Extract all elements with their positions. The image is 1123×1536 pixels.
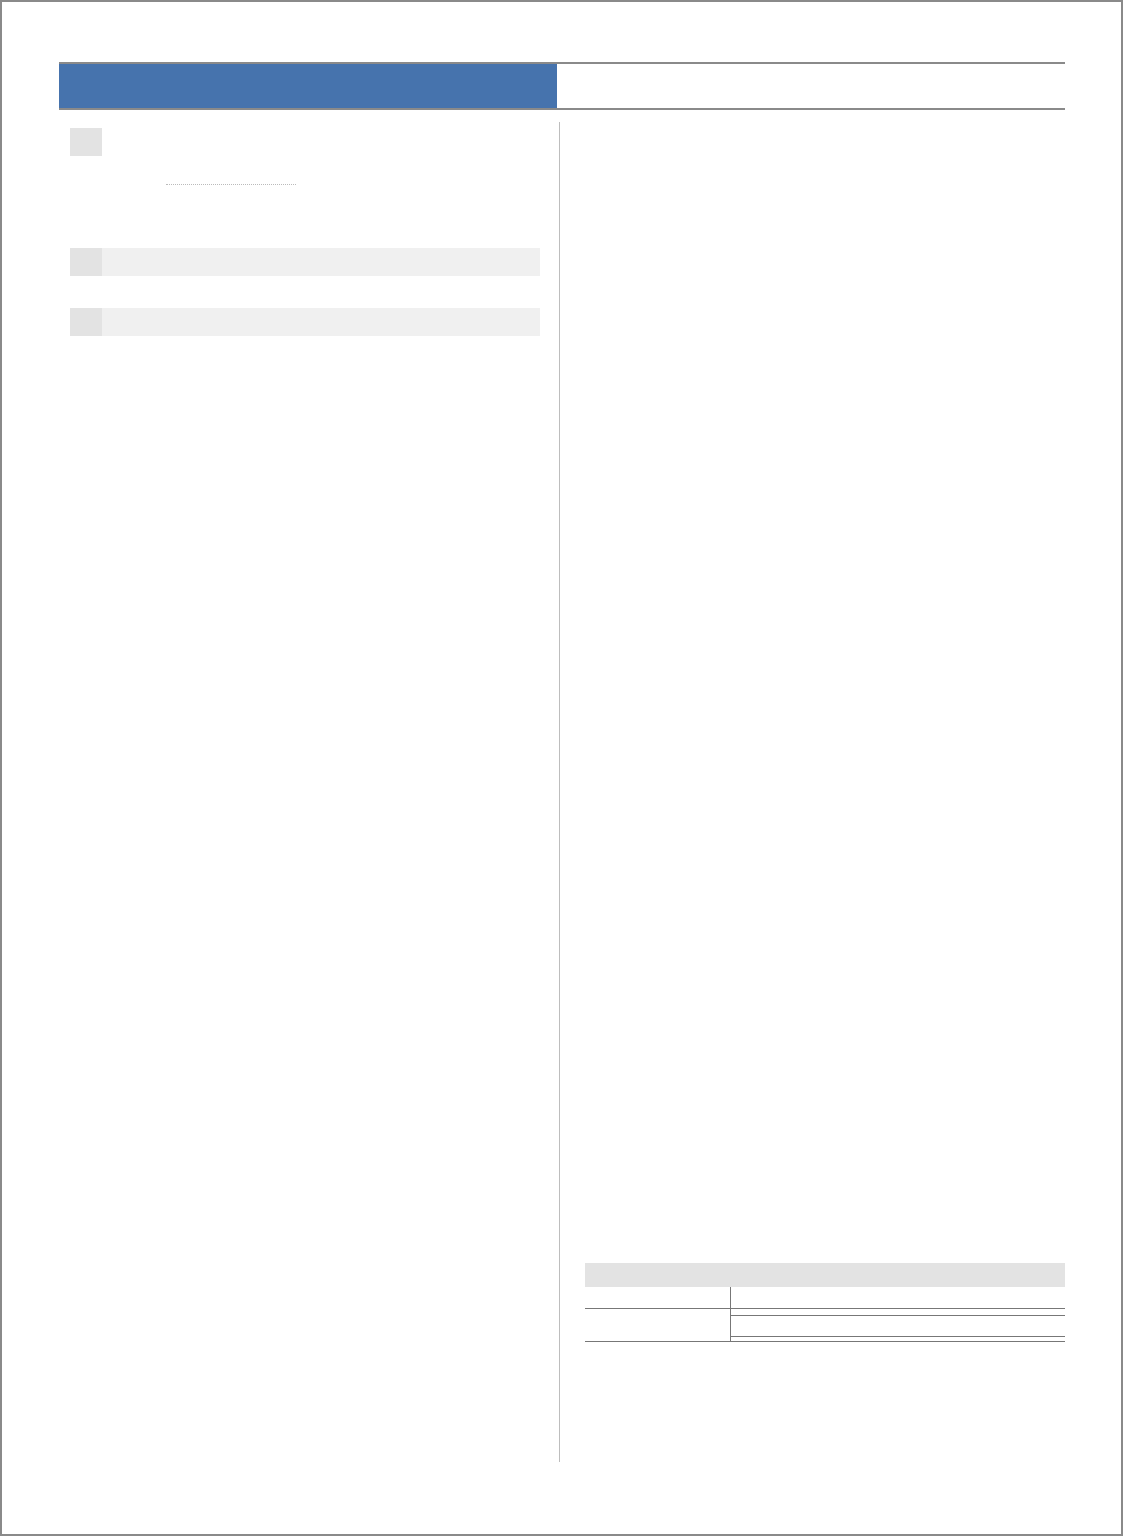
- guide-header: [731, 1315, 1065, 1337]
- next-week-duty-table: [585, 1263, 1065, 1342]
- guide-value: [731, 1337, 1065, 1341]
- tagline: [557, 64, 1065, 108]
- duty-grid: [585, 1287, 1065, 1342]
- column-divider: [559, 122, 560, 1462]
- offering-header: [731, 1287, 1065, 1309]
- wednesday-service-header: [70, 308, 540, 336]
- worship-order-column: [70, 128, 540, 344]
- offering-column: [731, 1287, 1065, 1341]
- benediction-by-row: [70, 170, 540, 198]
- prayer-column: [585, 1287, 731, 1341]
- sunday-service-header: [70, 128, 540, 156]
- section-title: [70, 128, 102, 156]
- church-news-column: [585, 128, 1065, 270]
- section-title: [70, 248, 102, 276]
- prayer-list: [585, 1309, 730, 1315]
- evening-service-header: [70, 248, 540, 276]
- motto: [59, 64, 557, 108]
- section-title: [70, 308, 102, 336]
- prayer-header: [585, 1287, 730, 1309]
- duty-title: [585, 1263, 1065, 1287]
- header-banner: [59, 62, 1065, 110]
